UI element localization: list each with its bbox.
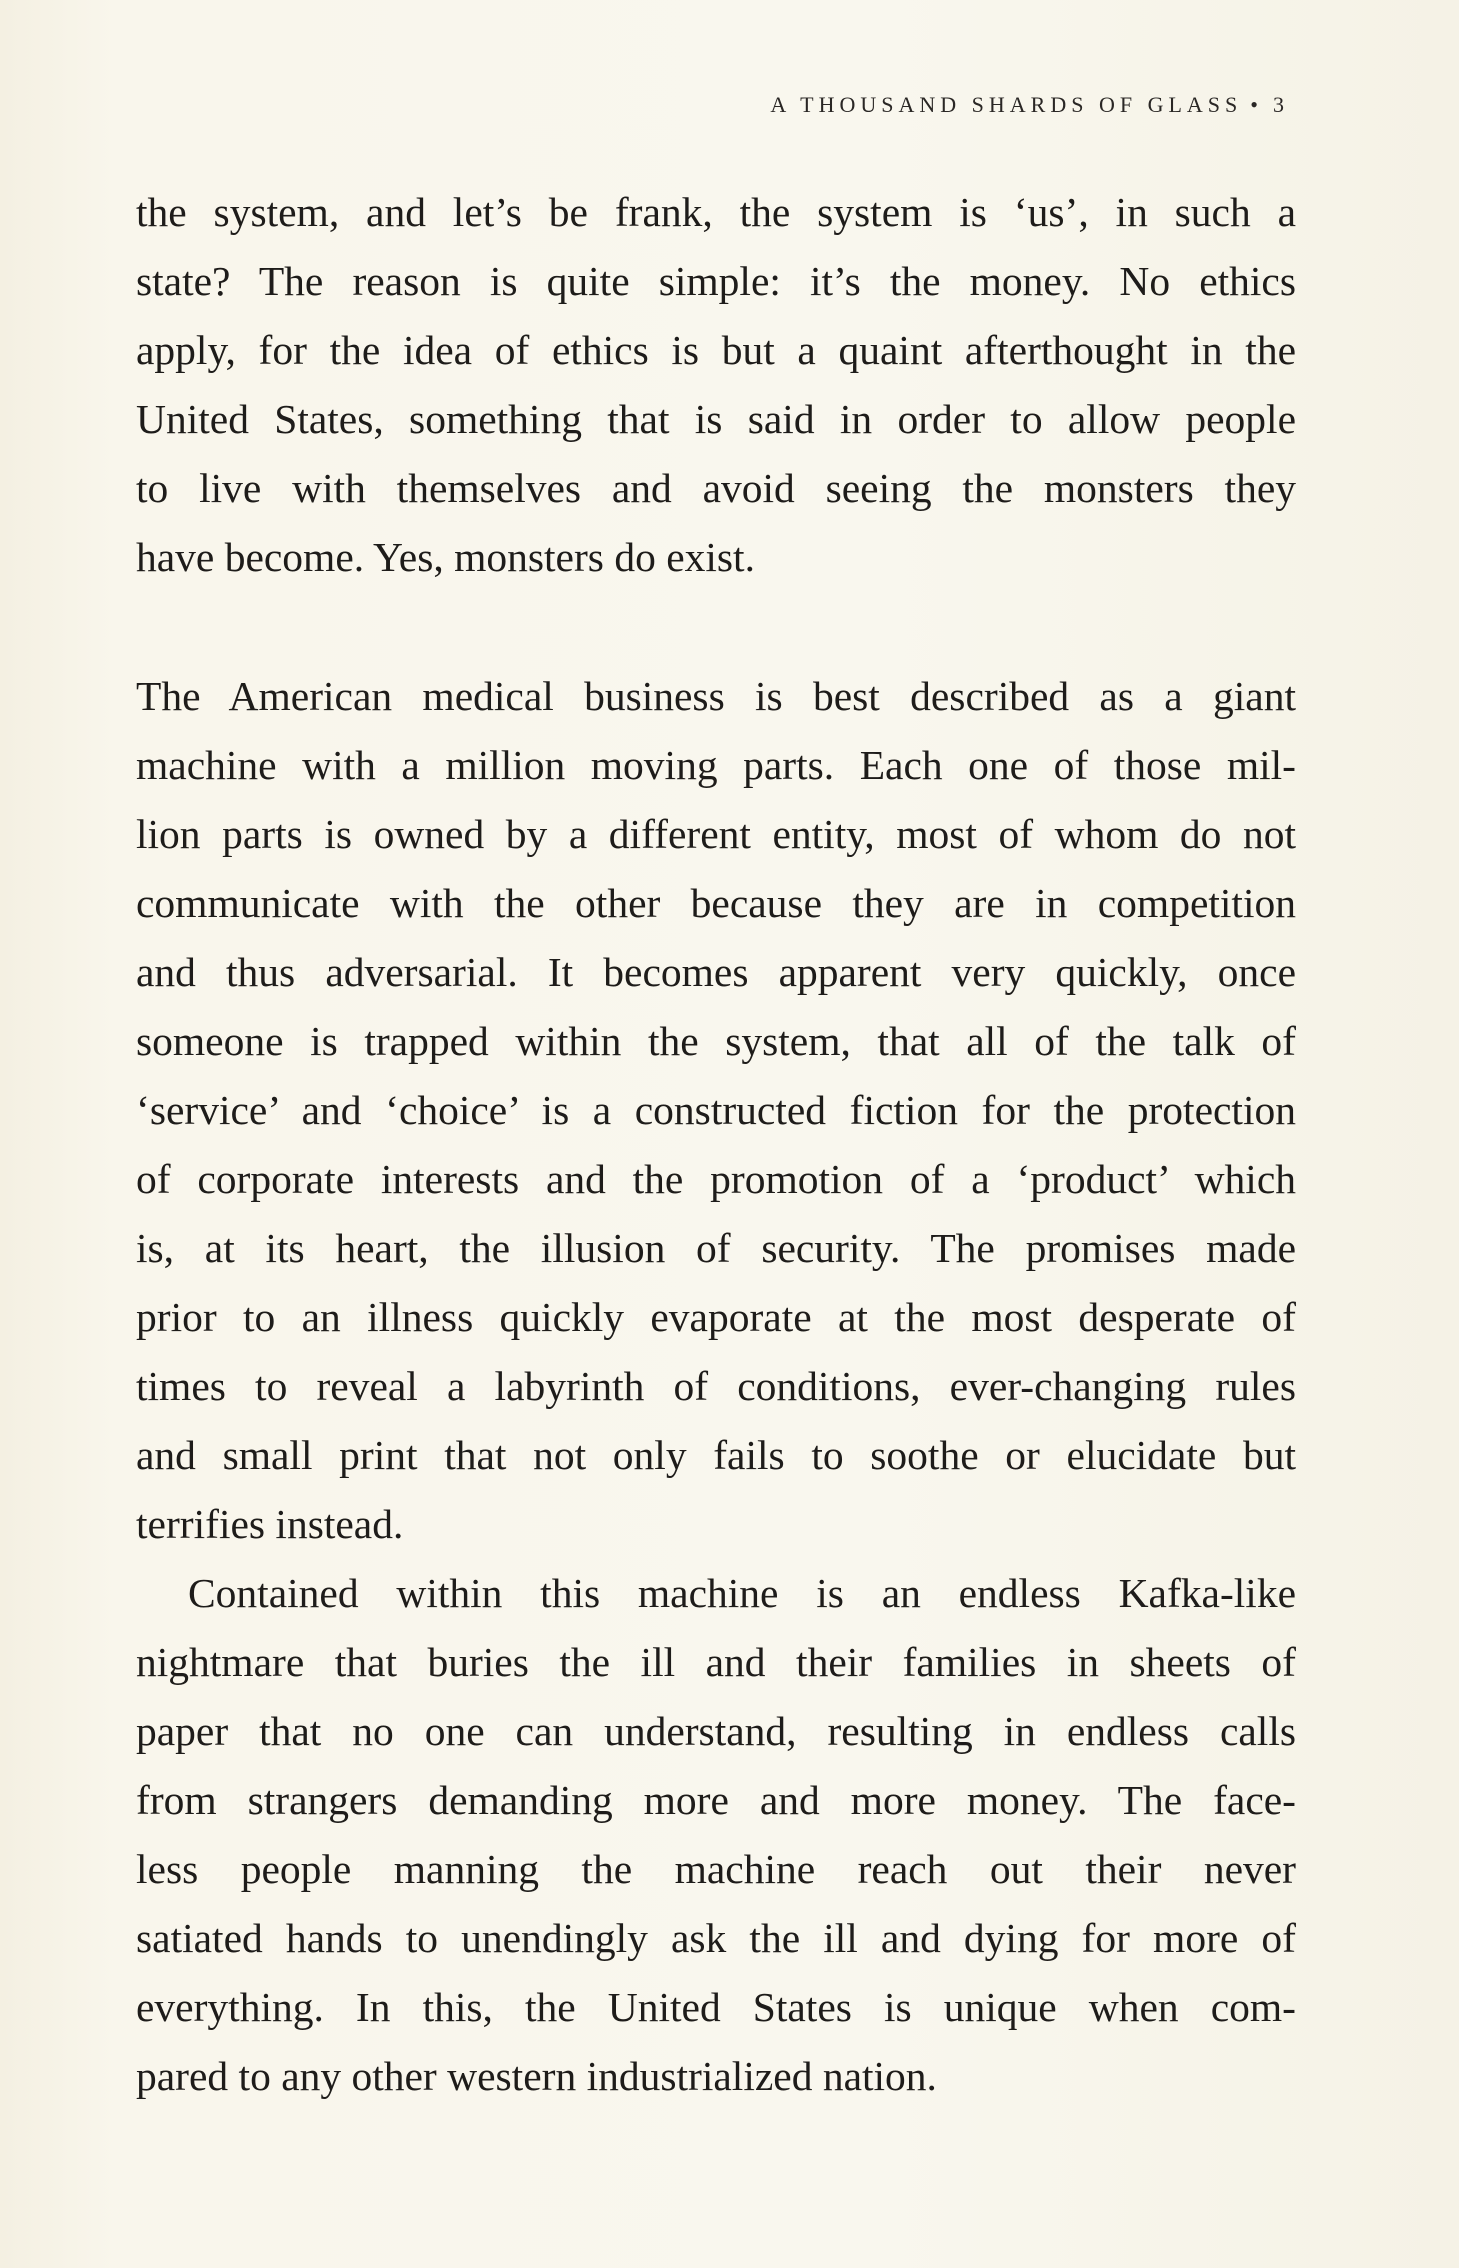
text-line: nightmare that buries the ill and their families in sheets of [136,1639,1296,1685]
running-head-separator: • [1250,92,1263,117]
text-line: lion parts is owned by a different entity, most of whom do not [136,811,1296,857]
page-number: 3 [1273,92,1289,117]
text-line: times to reveal a labyrinth of conditions, ever-changing rules [136,1363,1296,1409]
text-line: Contained within this machine is an endless Kafka-like [188,1570,1296,1616]
text-line: from strangers demanding more and more money. The face- [136,1777,1296,1823]
paragraph-3 [136,1559,1296,2111]
text-line: terrifies instead. [136,1501,404,1547]
text-line: everything. In this, the United States is unique when com- [136,1984,1296,2030]
paragraph-1 [136,178,1296,592]
text-line: the system, and let’s be frank, the system is ‘us’, in such a [136,189,1296,235]
text-line: The American medical business is best described as a giant [136,673,1296,719]
text-line: satiated hands to unendingly ask the ill and dying for more of [136,1915,1296,1961]
text-block-main [136,662,1296,2111]
paragraph-2 [136,662,1296,1559]
text-line: prior to an illness quickly evaporate at the most desperate of [136,1294,1296,1340]
text-line: someone is trapped within the system, that all of the talk of [136,1018,1296,1064]
text-line: machine with a million moving parts. Each one of those mil- [136,742,1296,788]
text-line: and thus adversarial. It becomes apparent very quickly, once [136,949,1296,995]
text-line: have become. Yes, monsters do exist. [136,534,755,580]
text-line: apply, for the idea of ethics is but a quaint afterthought in the [136,327,1296,373]
text-line: and small print that not only fails to soothe or elucidate but [136,1432,1296,1478]
text-line: state? The reason is quite simple: it’s the money. No ethics [136,258,1296,304]
text-line: of corporate interests and the promotion of a ‘product’ which [136,1156,1296,1202]
text-block-top [136,178,1296,592]
running-head-title: A THOUSAND SHARDS OF GLASS [770,92,1243,117]
text-line: United States, something that is said in order to allow people [136,396,1296,442]
running-head [770,92,1289,118]
text-line: communicate with the other because they are in competition [136,880,1296,926]
text-line: less people manning the machine reach out their never [136,1846,1296,1892]
text-line: paper that no one can understand, resulting in endless calls [136,1708,1296,1754]
text-line: pared to any other western industrialized nation. [136,2053,937,2099]
text-line: to live with themselves and avoid seeing the monsters they [136,465,1296,511]
text-line: ‘service’ and ‘choice’ is a constructed fiction for the protection [136,1087,1296,1133]
text-line: is, at its heart, the illusion of security. The promises made [136,1225,1296,1271]
